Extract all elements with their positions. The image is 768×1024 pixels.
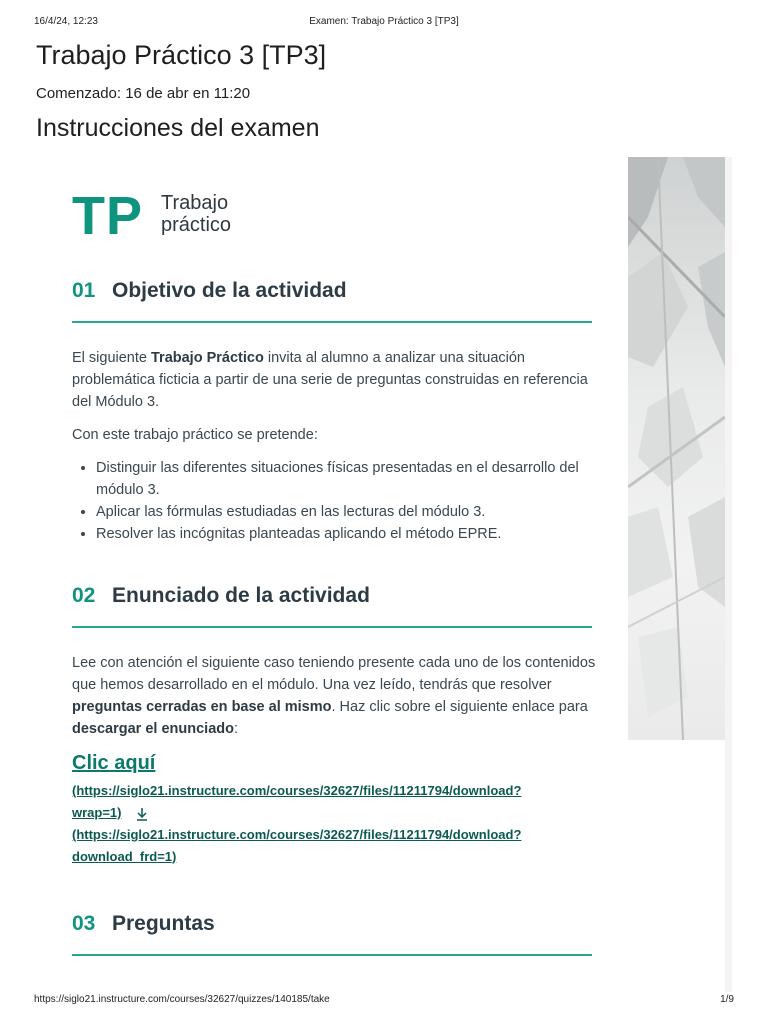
file-preview-link-line2: wrap=1) [72, 805, 122, 820]
print-header [34, 16, 734, 30]
print-footer [34, 994, 734, 1008]
section-title: Preguntas [112, 912, 215, 935]
statement-text: Lee con atención el siguiente caso teniendo presente cada uno de los contenidos que hemos desarrollado en el módulo. Una vez leído, tendrás que resolver [72, 655, 596, 693]
list-item: • Aplicar las fórmulas estudiadas en las lecturas del módulo 3. [96, 501, 621, 523]
download-statement-link[interactable]: Clic aquí [72, 752, 156, 774]
statement-paragraph [72, 652, 597, 740]
statement-text: . Haz clic sobre el siguiente enlace para [331, 699, 588, 715]
goals-list [72, 457, 621, 545]
tp-logo-mark: TP [72, 186, 144, 246]
statement-bold: descargar el enunciado [72, 721, 234, 737]
section-number: 02 [72, 584, 96, 607]
tp-logo-label [161, 192, 231, 236]
objective-text-cont: invita al alumno a analizar una situación problemática ficticia a partir de una serie de preguntas construidas en referencia del Módulo 3. [72, 350, 588, 410]
section-divider [72, 321, 592, 323]
statement-text: : [233, 721, 239, 737]
section-title: Objetivo de la actividad [112, 279, 347, 302]
objective-bold: Trabajo Práctico [151, 350, 264, 366]
section-divider [72, 626, 592, 628]
section-title: Enunciado de la actividad [112, 584, 370, 607]
tp-logo [72, 188, 292, 248]
section-statement-header [72, 584, 592, 630]
tp-logo-line1: Trabajo [161, 192, 229, 214]
instructions-heading: Instrucciones del examen [36, 114, 320, 142]
list-item: • Resolver las incógnitas planteadas aplicando el método EPRE. [96, 523, 621, 545]
file-preview-link-line1: (https://siglo21.instructure.com/courses/32627/files/11211794/download? [72, 783, 522, 798]
print-url: https://siglo21.instructure.com/courses/32627/quizzes/140185/take [34, 994, 330, 1005]
section-objective-header [72, 279, 592, 325]
started-timestamp: Comenzado: 16 de abr en 11:20 [36, 85, 251, 102]
tp-logo-line2: práctico [161, 214, 232, 236]
list-item: • Distinguir las diferentes situaciones físicas presentadas en el desarrollo del módulo 3. [96, 457, 621, 501]
objective-paragraph [72, 347, 597, 413]
section-number: 01 [72, 279, 96, 302]
scrollbar-track[interactable] [725, 157, 732, 992]
page-number: 1/9 [720, 994, 734, 1005]
section-divider [72, 954, 592, 956]
file-download-link-line2: download_frd=1) [72, 849, 177, 864]
decorative-banner-image [628, 157, 725, 740]
quiz-title: Trabajo Práctico 3 [TP3] [36, 40, 327, 70]
objective-text: El siguiente [72, 350, 151, 366]
section-number: 03 [72, 912, 96, 935]
file-download-link[interactable] [72, 824, 572, 868]
print-date: 16/4/24, 12:23 [34, 16, 98, 27]
objective-intro: Con este trabajo práctico se pretende: [72, 427, 318, 443]
print-doc-title: Examen: Trabajo Práctico 3 [TP3] [309, 16, 459, 27]
download-icon[interactable] [134, 806, 150, 822]
statement-bold: preguntas cerradas en base al mismo [72, 699, 332, 715]
file-download-link-line1: (https://siglo21.instructure.com/courses/32627/files/11211794/download? [72, 827, 522, 842]
section-questions-header [72, 912, 592, 958]
